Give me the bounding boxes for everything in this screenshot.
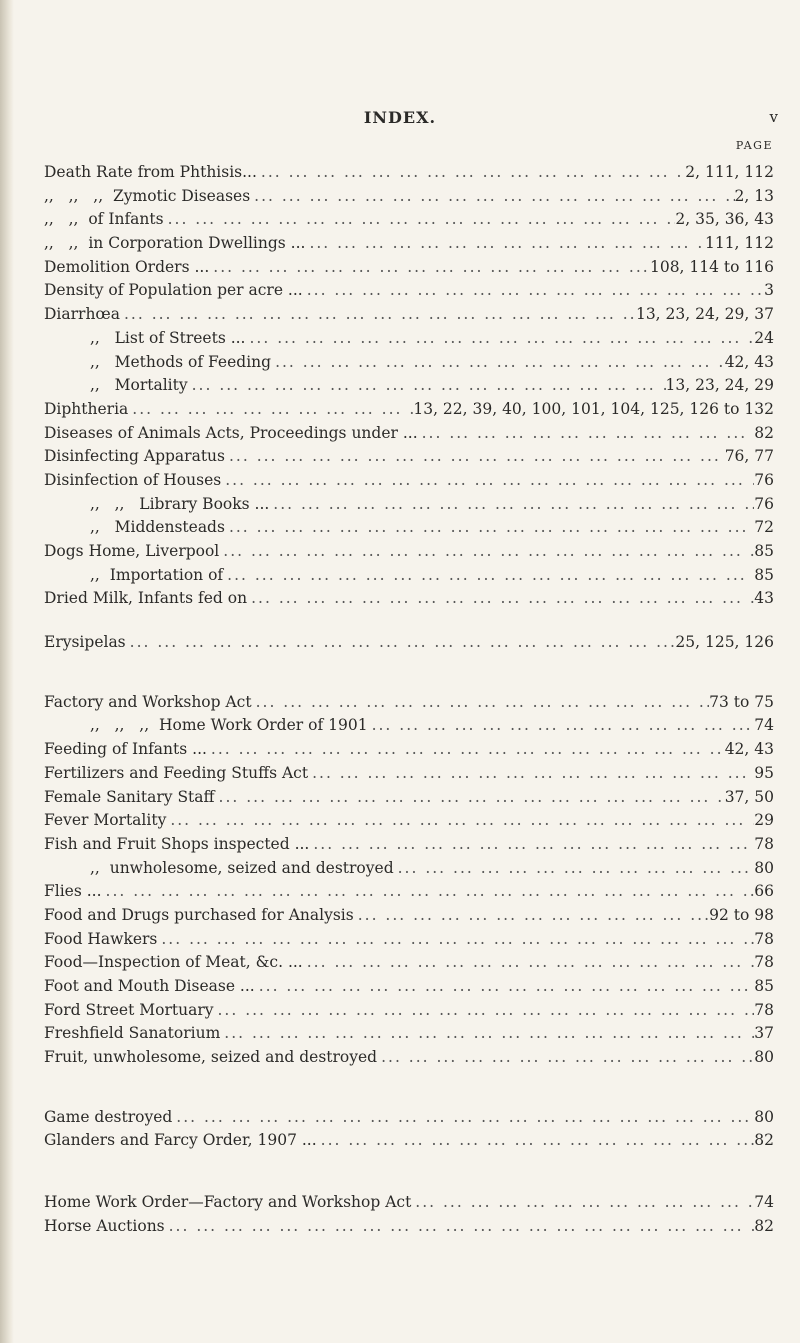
dot-leader bbox=[257, 161, 685, 185]
entry-label: Disinfection of Houses bbox=[44, 470, 222, 489]
entry-label: Ford Street Mortuary bbox=[44, 1000, 214, 1019]
dot-leader bbox=[225, 516, 754, 540]
dot-leader bbox=[165, 1215, 755, 1239]
entry-pages: 2, 13 bbox=[734, 186, 774, 205]
dot-leader bbox=[172, 1106, 754, 1130]
dot-leader bbox=[255, 975, 755, 999]
entry-label: Dogs Home, Liverpool bbox=[44, 542, 220, 560]
dot-leader bbox=[166, 809, 754, 833]
index-entry bbox=[44, 738, 774, 762]
index-entry bbox=[44, 904, 774, 928]
dot-leader bbox=[354, 904, 709, 928]
entry-label: Female Sanitary Staff bbox=[44, 787, 215, 806]
index-entry bbox=[44, 809, 774, 833]
dot-leader bbox=[245, 327, 754, 351]
index-entry bbox=[44, 185, 774, 209]
entry-label: Food—Inspection of Meat, &c. ... bbox=[44, 953, 303, 972]
index-entry bbox=[44, 351, 774, 375]
entry-pages: 74 bbox=[754, 716, 774, 735]
dot-leader bbox=[305, 232, 705, 256]
group-gap bbox=[44, 1153, 774, 1191]
entry-label: Flies ... bbox=[44, 882, 102, 901]
entry-pages: 3 bbox=[764, 281, 774, 300]
entry-label: ,, unwholesome, seized and destroyed bbox=[90, 858, 394, 877]
entry-pages: 80 bbox=[754, 1107, 774, 1126]
index-entry bbox=[44, 445, 774, 469]
entry-label: Diphtheria bbox=[44, 399, 129, 418]
index-entry bbox=[44, 469, 774, 493]
entry-label: Horse Auctions bbox=[44, 1216, 165, 1235]
index-entry bbox=[44, 1129, 774, 1153]
dot-leader bbox=[207, 738, 725, 762]
dot-leader bbox=[164, 208, 676, 232]
entry-pages: 13, 23, 24, 29, 37 bbox=[635, 305, 774, 324]
index-entry bbox=[44, 398, 774, 422]
entry-pages: 76, 77 bbox=[724, 447, 774, 466]
page-column-label: PAGE bbox=[735, 139, 773, 152]
index-entry bbox=[44, 833, 774, 857]
entry-label: Freshfield Sanatorium bbox=[44, 1024, 221, 1043]
index-entry bbox=[44, 1046, 774, 1070]
group-gap bbox=[44, 1070, 774, 1106]
entry-pages: 85 bbox=[754, 542, 774, 560]
entry-label: ,, ,, ,, Home Work Order of 1901 bbox=[90, 716, 368, 735]
dot-leader bbox=[394, 857, 755, 881]
entry-pages: 78 bbox=[754, 929, 774, 948]
index-entry bbox=[44, 279, 774, 303]
index-entry bbox=[44, 493, 774, 517]
entry-pages: 13, 22, 39, 40, 100, 101, 104, 125, 126 to 132 bbox=[413, 399, 774, 418]
index-entry bbox=[44, 1191, 774, 1215]
index-entry bbox=[44, 422, 774, 446]
index-entry bbox=[44, 540, 774, 564]
entry-label: Home Work Order—Factory and Workshop Act bbox=[44, 1193, 412, 1212]
index-entry bbox=[44, 631, 774, 655]
entry-pages: 108, 114 to 116 bbox=[649, 257, 774, 276]
entry-pages: 85 bbox=[754, 565, 774, 584]
entry-label: Food and Drugs purchased for Analysis bbox=[44, 905, 354, 924]
entry-pages: 74 bbox=[754, 1193, 774, 1212]
dot-leader bbox=[221, 469, 754, 493]
entry-pages: 111, 112 bbox=[704, 234, 774, 253]
index-list bbox=[44, 161, 774, 1239]
entry-pages: 25, 125, 126 bbox=[675, 633, 774, 652]
entry-pages: 95 bbox=[754, 763, 774, 782]
dot-leader bbox=[128, 398, 413, 422]
entry-label: Fertilizers and Feeding Stuffs Act bbox=[44, 763, 309, 782]
entry-label: ,, List of Streets ... bbox=[90, 328, 246, 347]
entry-pages: 72 bbox=[754, 518, 774, 537]
page-title: INDEX. bbox=[363, 108, 437, 127]
index-entry bbox=[44, 1215, 774, 1239]
index-entry bbox=[44, 564, 774, 588]
index-entry bbox=[44, 880, 774, 904]
entry-pages: 43 bbox=[754, 589, 774, 608]
entry-label: Erysipelas bbox=[44, 633, 126, 652]
index-entry bbox=[44, 857, 774, 881]
entry-label: ,, ,, of Infants bbox=[44, 210, 164, 229]
entry-pages: 37 bbox=[754, 1024, 774, 1043]
dot-leader bbox=[209, 256, 650, 280]
entry-label: Game destroyed bbox=[44, 1107, 173, 1126]
entry-pages: 29 bbox=[754, 811, 774, 830]
index-entry bbox=[44, 975, 774, 999]
entry-pages: 13, 23, 24, 29 bbox=[665, 376, 774, 395]
entry-pages: 76 bbox=[754, 470, 774, 489]
entry-pages: 37, 50 bbox=[724, 787, 774, 806]
dot-leader bbox=[303, 279, 764, 303]
entry-pages: 82 bbox=[754, 423, 774, 442]
index-entry bbox=[44, 256, 774, 280]
entry-label: Density of Population per acre ... bbox=[44, 281, 303, 300]
entry-label: Disinfecting Apparatus bbox=[44, 447, 225, 466]
entry-pages: 78 bbox=[754, 834, 774, 853]
entry-pages: 2, 35, 36, 43 bbox=[675, 210, 774, 229]
entry-label: Demolition Orders ... bbox=[44, 257, 210, 276]
page-binding-edge bbox=[0, 0, 14, 1343]
dot-leader bbox=[219, 540, 754, 564]
index-entry bbox=[44, 1022, 774, 1046]
entry-label: ,, ,, in Corporation Dwellings ... bbox=[44, 234, 306, 253]
entry-pages: 76 bbox=[754, 494, 774, 513]
dot-leader bbox=[317, 1129, 755, 1153]
entry-label: Diarrhœa bbox=[44, 305, 120, 324]
page-number: v bbox=[769, 108, 778, 126]
index-entry bbox=[44, 951, 774, 975]
entry-label: ,, Importation of bbox=[90, 565, 224, 584]
index-entry bbox=[44, 374, 774, 398]
entry-pages: 82 bbox=[754, 1131, 774, 1150]
index-entry bbox=[44, 208, 774, 232]
dot-leader bbox=[214, 999, 755, 1023]
entry-pages: 73 to 75 bbox=[709, 692, 774, 711]
index-entry bbox=[44, 714, 774, 738]
entry-pages: 78 bbox=[754, 1000, 774, 1019]
dot-leader bbox=[215, 786, 725, 810]
dot-leader bbox=[157, 928, 754, 952]
entry-pages: 82 bbox=[754, 1216, 774, 1235]
entry-label: ,, ,, Library Books ... bbox=[90, 494, 270, 513]
entry-label: Dried Milk, Infants fed on bbox=[44, 589, 248, 608]
entry-label: ,, Methods of Feeding bbox=[90, 352, 272, 371]
page-header bbox=[0, 108, 800, 132]
dot-leader bbox=[368, 714, 755, 738]
entry-label: ,, ,, ,, Zymotic Diseases bbox=[44, 186, 251, 205]
entry-label: Foot and Mouth Disease ... bbox=[44, 977, 255, 995]
index-entry bbox=[44, 587, 774, 611]
entry-label: Factory and Workshop Act bbox=[44, 692, 252, 711]
index-entry bbox=[44, 691, 774, 715]
dot-leader bbox=[102, 880, 755, 904]
index-entry bbox=[44, 303, 774, 327]
index-entry bbox=[44, 999, 774, 1023]
entry-label: Feeding of Infants ... bbox=[44, 740, 207, 759]
dot-leader bbox=[271, 351, 725, 375]
dot-leader bbox=[308, 762, 754, 786]
dot-leader bbox=[250, 185, 734, 209]
index-entry bbox=[44, 516, 774, 540]
index-entry bbox=[44, 1106, 774, 1130]
group-gap bbox=[44, 611, 774, 631]
entry-label: Fruit, unwholesome, seized and destroyed bbox=[44, 1048, 378, 1067]
entry-label: Fish and Fruit Shops inspected ... bbox=[44, 834, 310, 853]
entry-label: Diseases of Animals Acts, Proceedings under ... bbox=[44, 423, 418, 442]
entry-pages: 85 bbox=[754, 977, 774, 995]
entry-pages: 78 bbox=[754, 953, 774, 972]
dot-leader bbox=[252, 691, 710, 715]
entry-label: ,, Middensteads bbox=[90, 518, 225, 537]
index-entry bbox=[44, 161, 774, 185]
dot-leader bbox=[303, 951, 755, 975]
entry-pages: 80 bbox=[754, 1048, 774, 1067]
index-entry bbox=[44, 786, 774, 810]
dot-leader bbox=[225, 445, 725, 469]
dot-leader bbox=[223, 564, 754, 588]
entry-pages: 2, 111, 112 bbox=[685, 163, 774, 181]
entry-pages: 42, 43 bbox=[724, 740, 774, 759]
dot-leader bbox=[126, 631, 676, 655]
group-gap bbox=[44, 655, 774, 691]
index-entry bbox=[44, 762, 774, 786]
dot-leader bbox=[309, 833, 754, 857]
dot-leader bbox=[188, 374, 666, 398]
dot-leader bbox=[418, 422, 755, 446]
entry-label: Death Rate from Phthisis... bbox=[44, 163, 257, 181]
dot-leader bbox=[411, 1191, 754, 1215]
dot-leader bbox=[120, 303, 636, 327]
dot-leader bbox=[247, 587, 754, 611]
dot-leader bbox=[220, 1022, 754, 1046]
entry-pages: 92 to 98 bbox=[709, 905, 774, 924]
entry-label: Fever Mortality bbox=[44, 811, 167, 830]
entry-label: Glanders and Farcy Order, 1907 ... bbox=[44, 1131, 317, 1150]
dot-leader bbox=[269, 493, 754, 517]
entry-pages: 80 bbox=[754, 858, 774, 877]
entry-label: Food Hawkers bbox=[44, 929, 158, 948]
entry-label: ,, Mortality bbox=[90, 376, 188, 395]
index-entry bbox=[44, 928, 774, 952]
entry-pages: 24 bbox=[754, 328, 774, 347]
dot-leader bbox=[377, 1046, 754, 1070]
index-entry bbox=[44, 327, 774, 351]
index-entry bbox=[44, 232, 774, 256]
entry-pages: 42, 43 bbox=[724, 352, 774, 371]
entry-pages: 66 bbox=[754, 882, 774, 901]
